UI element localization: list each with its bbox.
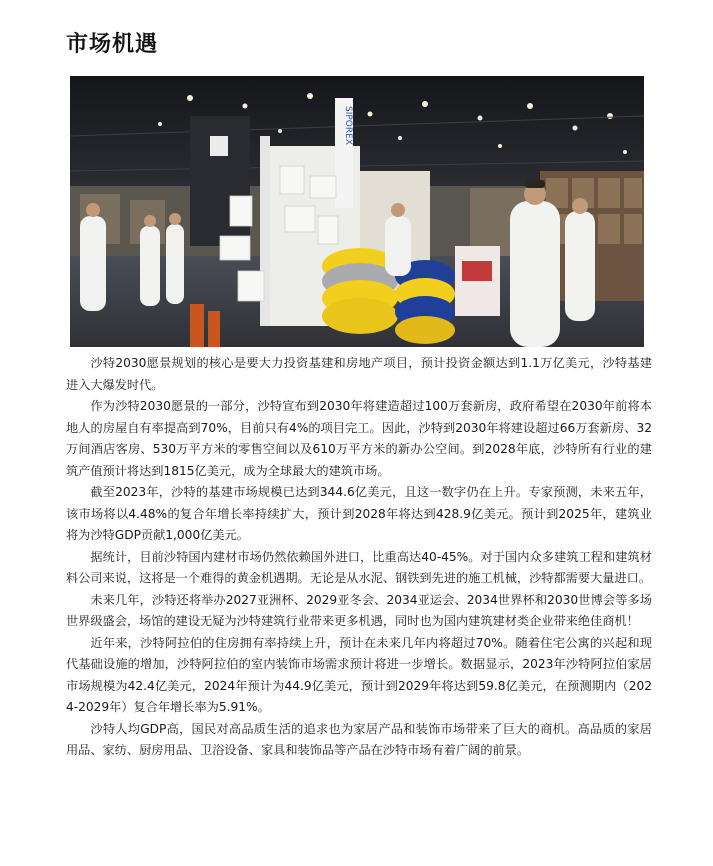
exhibition-photo xyxy=(70,76,644,347)
paragraph-gdp-consumption: 沙特人均GDP高，国民对高品质生活的追求也为家居产品和装饰市场带来了巨大的商机。高品质的家居用品、家纺、厨房用品、卫浴设备、家具和装饰品等产品在沙特市场有着广阔的前景。 xyxy=(66,721,652,757)
booth-sign: SIPOREX xyxy=(343,106,353,145)
paragraph-vision-2030: 沙特2030愿景规划的核心是要大力投资基建和房地产项目，预计投资金额达到1.1万亿美元，沙特基建进入大爆发时代。 xyxy=(66,356,652,392)
article-body xyxy=(66,353,652,762)
paragraph-building-materials-import: 据统计，目前沙特国内建材市场仍然依赖国外进口，比重高达40-45%。对于国内众多建筑工程和建筑材料公司来说，这将是一个难得的黄金机遇期。无论是从水泥、钢铁到先进的施工机械，沙特都需要大量进口。 xyxy=(66,549,652,585)
paragraph-infrastructure-market: 截至2023年，沙特的基建市场规模已达到344.6亿美元，且这一数字仍在上升。专家预测，未来五年，该市场将以4.48%的复合年增长率持续扩大，预计到2028年将达到428.9亿美元。预计到2025年，建筑业将为沙特GDP贡献1,000亿美元。 xyxy=(66,485,652,542)
paragraph-housing-plan: 作为沙特2030愿景的一部分，沙特宣布到2030年将建造超过100万套新房，政府希望在2030年前将本地人的房屋自有率提高到70%，目前只有4%的项目完工。因此，沙特到2030年将建设超过66万套新房、32万间酒店客房、530万平方米的零售空间以及610万平方米的新办公空间。到2028年底，沙特所有行业的建筑产值预计将达到1815亿美元，成为全球最大的建筑市场。 xyxy=(66,399,652,478)
paragraph-home-furnishing-market: 近年来，沙特阿拉伯的住房拥有率持续上升，预计在未来几年内将超过70%。随着住宅公寓的兴起和现代基础设施的增加，沙特阿拉伯的室内装饰市场需求预计将进一步增长。数据显示，2023年沙特阿拉伯家居市场规模为42.4亿美元，2024年预计为44.9亿美元，预计到2029年将达到59.8亿美元，在预测期内（2024-2029年）复合年增长率为5.91%。 xyxy=(66,635,652,714)
page-title: 市场机遇 xyxy=(66,32,159,57)
paragraph-world-events: 未来几年，沙特还将举办2027亚洲杯、2029亚冬会、2034亚运会、2034世界杯和2030世博会等多场世界级盛会，场馆的建设无疑为沙特建筑行业带来更多机遇，同时也为国内建筑建材类企业带来绝佳商机！ xyxy=(66,592,652,628)
